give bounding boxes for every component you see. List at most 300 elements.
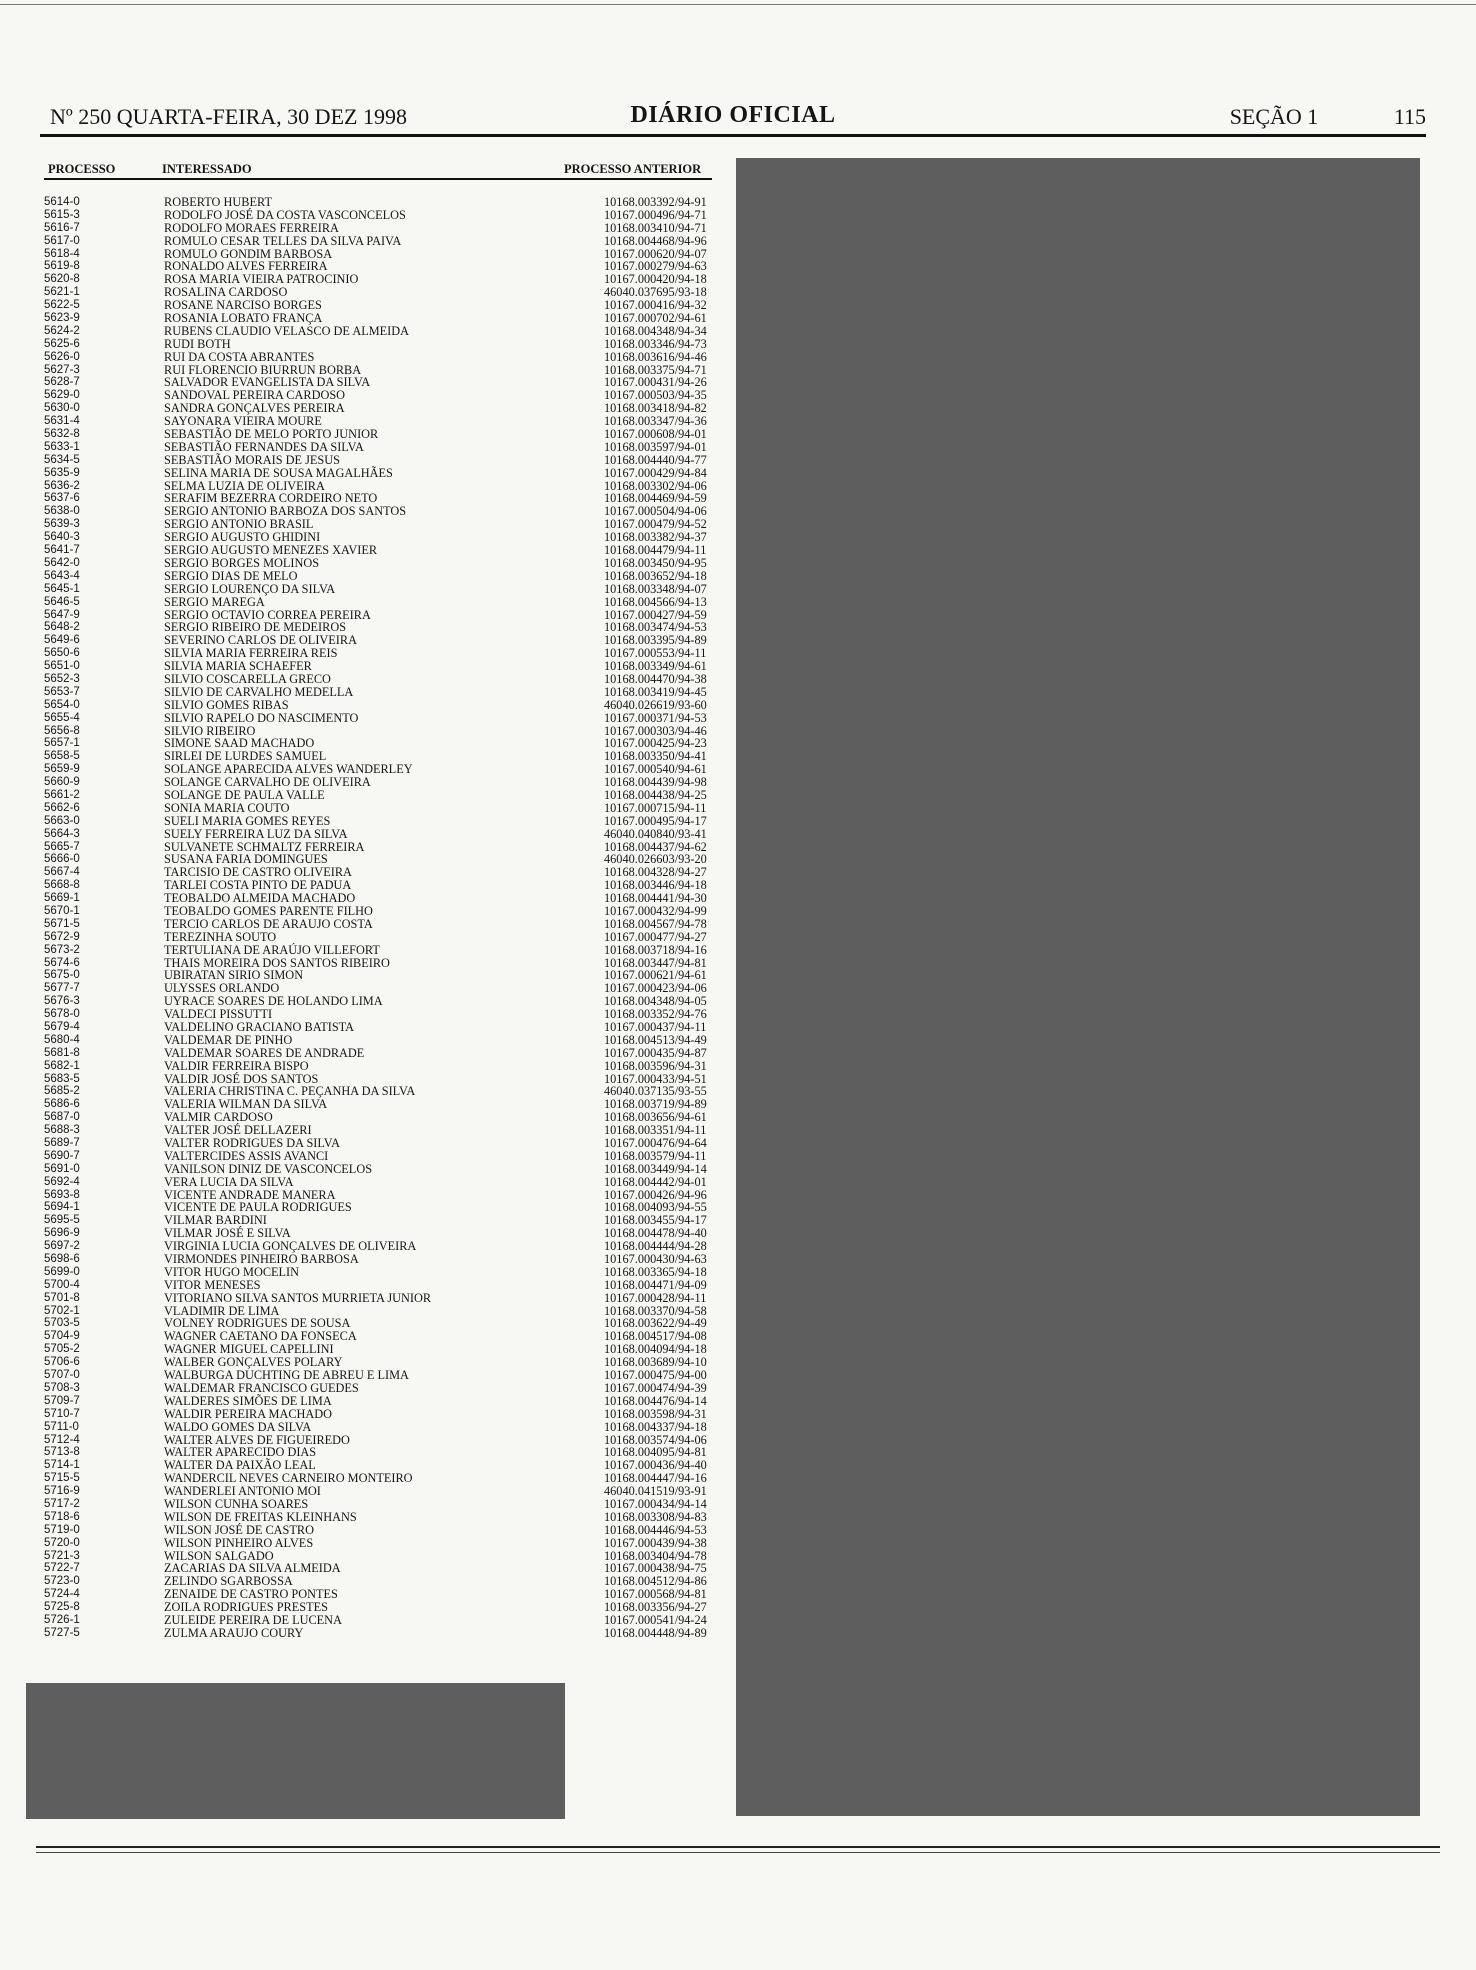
processo-anterior: 10168.004337/94-18 bbox=[604, 1419, 707, 1434]
interessado-name: SERGIO LOURENÇO DA SILVA bbox=[164, 581, 336, 596]
processo-anterior: 10167.000715/94-11 bbox=[604, 800, 707, 815]
footer-rule bbox=[36, 1846, 1440, 1848]
processo-anterior: 10167.000541/94-24 bbox=[604, 1612, 707, 1627]
interessado-name: ROBERTO HUBERT bbox=[164, 195, 272, 209]
processo-anterior: 10168.004470/94-38 bbox=[604, 671, 707, 686]
interessado-name: WANDERCIL NEVES CARNEIRO MONTEIRO bbox=[164, 1471, 413, 1486]
table-row bbox=[44, 1150, 712, 1163]
interessado-name: SILVIO RIBEIRO bbox=[164, 723, 256, 738]
processo-anterior: 10168.004567/94-78 bbox=[604, 916, 707, 931]
interessado-name: ROSANIA LOBATO FRANÇA bbox=[164, 311, 323, 326]
processo-number: 5628-7 bbox=[44, 376, 80, 389]
processo-number: 5614-0 bbox=[44, 196, 80, 208]
processo-anterior: 46040.026603/93-20 bbox=[604, 852, 707, 867]
interessado-name: RUI DA COSTA ABRANTES bbox=[164, 349, 315, 364]
processo-anterior: 10168.003449/94-14 bbox=[604, 1161, 707, 1176]
interessado-name: SIMONE SAAD MACHADO bbox=[164, 736, 315, 751]
processo-number: 5661-2 bbox=[44, 788, 80, 801]
processo-anterior: 10167.000495/94-17 bbox=[604, 813, 707, 828]
processo-number: 5626-0 bbox=[44, 350, 80, 363]
processo-number: 5667-4 bbox=[44, 866, 80, 879]
interessado-name: SILVIO DE CARVALHO MEDELLA bbox=[164, 684, 354, 699]
processo-anterior: 46040.041519/93-91 bbox=[604, 1484, 707, 1499]
interessado-name: SAYONARA VIEIRA MOURE bbox=[164, 414, 322, 429]
processo-number: 5723-0 bbox=[44, 1575, 80, 1588]
processo-number: 5636-2 bbox=[44, 479, 80, 492]
interessado-name: ZELINDO SGARBOSSA bbox=[164, 1574, 293, 1589]
interessado-name: SERGIO AUGUSTO GHIDINI bbox=[164, 530, 321, 545]
interessado-name: SERGIO RIBEIRO DE MEDEIROS bbox=[164, 620, 347, 635]
processo-anterior: 10168.004447/94-16 bbox=[604, 1471, 707, 1486]
processo-anterior: 10167.000503/94-35 bbox=[604, 388, 707, 403]
processo-number: 5654-0 bbox=[44, 698, 80, 711]
interessado-name: VALTER RODRIGUES DA SILVA bbox=[164, 1136, 340, 1151]
top-edge-rule bbox=[0, 4, 1476, 5]
processo-number: 5674-6 bbox=[44, 956, 80, 969]
processo-number: 5647-9 bbox=[44, 608, 80, 621]
interessado-name: SILVIO COSCARELLA GRECO bbox=[164, 671, 331, 686]
processo-number: 5641-7 bbox=[44, 544, 80, 557]
processo-anterior: 10167.000425/94-23 bbox=[604, 736, 707, 751]
interessado-name: SANDRA GONÇALVES PEREIRA bbox=[164, 401, 345, 416]
processo-number: 5714-1 bbox=[44, 1459, 80, 1472]
processo-number: 5693-8 bbox=[44, 1188, 80, 1201]
processo-number: 5713-8 bbox=[44, 1446, 80, 1459]
interessado-name: SILVIA MARIA SCHAEFER bbox=[164, 659, 312, 674]
processo-number: 5615-3 bbox=[44, 208, 80, 221]
processo-number: 5664-3 bbox=[44, 827, 80, 840]
processo-number: 5621-1 bbox=[44, 286, 80, 299]
processo-number: 5690-7 bbox=[44, 1149, 80, 1162]
interessado-name: WILSON SALGADO bbox=[164, 1548, 274, 1563]
interessado-name: SOLANGE DE PAULA VALLE bbox=[164, 787, 325, 802]
processo-anterior: 10168.004517/94-08 bbox=[604, 1329, 707, 1344]
processo-number: 5623-9 bbox=[44, 312, 80, 325]
processo-number: 5710-7 bbox=[44, 1407, 80, 1420]
processo-number: 5694-1 bbox=[44, 1201, 80, 1214]
processo-anterior: 10167.000437/94-11 bbox=[604, 1020, 707, 1034]
processo-anterior: 10168.003598/94-31 bbox=[604, 1406, 707, 1421]
page-header bbox=[40, 102, 1426, 136]
processo-number: 5631-4 bbox=[44, 415, 80, 428]
processo-anterior: 10168.004441/94-30 bbox=[604, 891, 707, 906]
interessado-name: SOLANGE APARECIDA ALVES WANDERLEY bbox=[164, 762, 413, 777]
processo-number: 5726-1 bbox=[44, 1613, 80, 1626]
processo-anterior: 10167.000435/94-87 bbox=[604, 1045, 707, 1060]
processo-anterior: 10167.000420/94-18 bbox=[604, 272, 707, 287]
processo-anterior: 10168.003616/94-46 bbox=[604, 349, 707, 364]
processo-number: 5618-4 bbox=[44, 247, 80, 260]
processo-number: 5657-1 bbox=[44, 737, 80, 750]
processo-anterior: 10168.004446/94-53 bbox=[604, 1522, 707, 1537]
interessado-name: VALERIA WILMAN DA SILVA bbox=[164, 1097, 328, 1112]
interessado-name: TEOBALDO ALMEIDA MACHADO bbox=[164, 891, 356, 906]
processo-anterior: 10168.003410/94-71 bbox=[604, 220, 707, 235]
table-row bbox=[44, 338, 712, 351]
table-row bbox=[44, 1511, 712, 1524]
interessado-name: SERGIO ANTONIO BARBOZA DOS SANTOS bbox=[164, 504, 407, 519]
processo-number: 5643-4 bbox=[44, 569, 80, 582]
interessado-name: VOLNEY RODRIGUES DE SOUSA bbox=[164, 1316, 351, 1331]
interessado-name: ROMULO CESAR TELLES DA SILVA PAIVA bbox=[164, 233, 402, 248]
processo-anterior: 10167.000429/94-84 bbox=[604, 465, 707, 480]
processo-number: 5656-8 bbox=[44, 724, 80, 737]
processo-number: 5705-2 bbox=[44, 1343, 80, 1356]
table-row bbox=[44, 209, 712, 222]
processo-anterior: 10168.003346/94-73 bbox=[604, 336, 707, 351]
processo-anterior: 10167.000426/94-96 bbox=[604, 1187, 707, 1202]
interessado-name: ZENAIDE DE CASTRO PONTES bbox=[164, 1587, 338, 1602]
processo-number: 5699-0 bbox=[44, 1265, 80, 1278]
processo-number: 5686-6 bbox=[44, 1098, 80, 1111]
processo-anterior: 10168.003404/94-78 bbox=[604, 1548, 707, 1563]
interessado-name: WALDERES SIMÕES DE LIMA bbox=[164, 1393, 332, 1408]
processo-number: 5652-3 bbox=[44, 672, 80, 685]
processo-anterior: 10167.000479/94-52 bbox=[604, 517, 707, 532]
processo-anterior: 10168.004469/94-59 bbox=[604, 491, 707, 506]
processo-number: 5646-5 bbox=[44, 595, 80, 608]
processo-number: 5685-2 bbox=[44, 1085, 80, 1098]
interessado-name: VICENTE DE PAULA RODRIGUES bbox=[164, 1200, 352, 1215]
processo-number: 5695-5 bbox=[44, 1214, 80, 1227]
processo-number: 5649-6 bbox=[44, 634, 80, 647]
table-row bbox=[44, 1034, 712, 1047]
table-row bbox=[44, 467, 712, 480]
interessado-name: SIRLEI DE LURDES SAMUEL bbox=[164, 749, 327, 764]
interessado-name: WALDO GOMES DA SILVA bbox=[164, 1419, 312, 1434]
processo-number: 5706-6 bbox=[44, 1356, 80, 1369]
processo-number: 5627-3 bbox=[44, 363, 80, 376]
processo-anterior: 10168.003474/94-53 bbox=[604, 620, 707, 635]
processo-anterior: 10168.004513/94-49 bbox=[604, 1032, 707, 1047]
interessado-name: VITOR MENESES bbox=[164, 1277, 261, 1292]
processo-anterior: 10167.000474/94-39 bbox=[604, 1380, 707, 1395]
interessado-name: VICENTE ANDRADE MANERA bbox=[164, 1187, 336, 1202]
processo-anterior: 10168.004566/94-13 bbox=[604, 594, 707, 609]
interessado-name: VALTER JOSÉ DELLAZERI bbox=[164, 1123, 312, 1138]
processo-number: 5678-0 bbox=[44, 1008, 80, 1021]
interessado-name: UBIRATAN SIRIO SIMON bbox=[164, 968, 304, 983]
table-row bbox=[44, 1021, 712, 1034]
interessado-name: ZULEIDE PEREIRA DE LUCENA bbox=[164, 1612, 342, 1627]
processo-anterior: 10168.004440/94-77 bbox=[604, 452, 707, 467]
processo-anterior: 10168.003349/94-61 bbox=[604, 659, 707, 674]
processo-number: 5662-6 bbox=[44, 801, 80, 814]
processo-anterior: 10168.003350/94-41 bbox=[604, 749, 707, 764]
processo-anterior: 10167.000433/94-51 bbox=[604, 1071, 707, 1086]
processo-number: 5700-4 bbox=[44, 1278, 80, 1291]
processo-anterior: 10167.000621/94-61 bbox=[604, 968, 707, 983]
interessado-name: VALDIR FERREIRA BISPO bbox=[164, 1058, 309, 1073]
processo-anterior: 10168.004095/94-81 bbox=[604, 1445, 707, 1460]
processo-anterior: 10168.003382/94-37 bbox=[604, 530, 707, 545]
table-row bbox=[44, 905, 712, 918]
interessado-name: WALBURGA DUCHTING DE ABREU E LIMA bbox=[164, 1368, 409, 1383]
processo-anterior: 10167.000496/94-71 bbox=[604, 207, 707, 222]
processo-number: 5622-5 bbox=[44, 299, 80, 312]
table-row bbox=[44, 712, 712, 725]
processo-number: 5659-9 bbox=[44, 763, 80, 776]
processo-anterior: 10167.000303/94-46 bbox=[604, 723, 707, 738]
table-header bbox=[44, 162, 712, 184]
processo-anterior: 10167.000475/94-00 bbox=[604, 1368, 707, 1383]
processo-number: 5671-5 bbox=[44, 917, 80, 930]
interessado-name: SANDOVAL PEREIRA CARDOSO bbox=[164, 388, 346, 403]
processo-anterior: 10168.004348/94-05 bbox=[604, 994, 707, 1009]
interessado-name: WILSON PINHEIRO ALVES bbox=[164, 1535, 314, 1550]
processo-anterior: 10168.004478/94-40 bbox=[604, 1226, 707, 1241]
processo-number: 5683-5 bbox=[44, 1072, 80, 1085]
interessado-name: THAIS MOREIRA DOS SANTOS RIBEIRO bbox=[164, 955, 390, 970]
issue-line: Nº 250 QUARTA-FEIRA, 30 DEZ 1998 bbox=[50, 104, 407, 129]
interessado-name: TEREZINHA SOUTO bbox=[164, 929, 277, 944]
processo-anterior: 10168.003348/94-07 bbox=[604, 581, 707, 596]
processo-number: 5716-9 bbox=[44, 1485, 80, 1498]
table-row bbox=[44, 944, 712, 957]
processo-anterior: 10168.003622/94-49 bbox=[604, 1316, 707, 1331]
processo-number: 5642-0 bbox=[44, 556, 80, 569]
interessado-name: SUELY FERREIRA LUZ DA SILVA bbox=[164, 826, 348, 841]
processo-number: 5697-2 bbox=[44, 1240, 80, 1253]
table-row bbox=[44, 544, 712, 557]
processo-number: 5673-2 bbox=[44, 943, 80, 956]
table-row bbox=[44, 1292, 712, 1305]
interessado-name: VILMAR BARDINI bbox=[164, 1213, 267, 1228]
page-number: 115 bbox=[1393, 104, 1426, 129]
table-row bbox=[44, 1421, 712, 1434]
processo-anterior: 10168.003419/94-45 bbox=[604, 684, 707, 699]
table-row bbox=[44, 1266, 712, 1279]
table-row bbox=[44, 1279, 712, 1292]
processo-anterior: 10168.004094/94-18 bbox=[604, 1342, 707, 1357]
interessado-name: VIRGINIA LUCIA GONÇALVES DE OLIVEIRA bbox=[164, 1239, 417, 1254]
interessado-name: SONIA MARIA COUTO bbox=[164, 800, 290, 815]
processo-anterior: 10168.003689/94-10 bbox=[604, 1355, 707, 1370]
processo-number: 5675-0 bbox=[44, 969, 80, 982]
processo-number: 5722-7 bbox=[44, 1562, 80, 1575]
processo-number: 5688-3 bbox=[44, 1124, 80, 1137]
interessado-name: WILSON CUNHA SOARES bbox=[164, 1496, 309, 1511]
table-row bbox=[44, 596, 712, 609]
processo-anterior: 10167.000416/94-32 bbox=[604, 298, 707, 313]
interessado-name: ZOILA RODRIGUES PRESTES bbox=[164, 1600, 328, 1615]
interessado-name: SERAFIM BEZERRA CORDEIRO NETO bbox=[164, 491, 378, 506]
redacted-bottom-block bbox=[26, 1683, 565, 1819]
interessado-name: VALDECI PISSUTTI bbox=[164, 1007, 273, 1022]
processo-anterior: 10168.004479/94-11 bbox=[604, 543, 707, 558]
processo-number: 5648-2 bbox=[44, 621, 80, 634]
processo-anterior: 10168.003375/94-71 bbox=[604, 362, 707, 377]
table-row bbox=[44, 1047, 712, 1060]
table-row bbox=[44, 557, 712, 570]
processo-number: 5634-5 bbox=[44, 453, 80, 466]
processo-number: 5640-3 bbox=[44, 531, 80, 544]
processo-number: 5633-1 bbox=[44, 440, 80, 453]
interessado-name: TEOBALDO GOMES PARENTE FILHO bbox=[164, 903, 373, 918]
table-row bbox=[44, 428, 712, 441]
processo-anterior: 10168.003656/94-61 bbox=[604, 1110, 707, 1125]
processo-number: 5727-5 bbox=[44, 1626, 80, 1639]
footer-rule-thin bbox=[36, 1852, 1440, 1853]
interessado-name: ROSA MARIA VIEIRA PATROCINIO bbox=[164, 272, 359, 287]
processo-number: 5668-8 bbox=[44, 879, 80, 892]
processo-anterior: 10168.004439/94-98 bbox=[604, 775, 707, 790]
interessado-name: SELINA MARIA DE SOUSA MAGALHÃES bbox=[164, 465, 393, 480]
processo-number: 5617-0 bbox=[44, 234, 80, 247]
processo-anterior: 10168.003356/94-27 bbox=[604, 1600, 707, 1615]
processo-number: 5707-0 bbox=[44, 1369, 80, 1382]
interessado-name: SEBASTIÃO DE MELO PORTO JUNIOR bbox=[164, 427, 379, 442]
interessado-name: VITORIANO SILVA SANTOS MURRIETA JUNIOR bbox=[164, 1290, 432, 1305]
col-processo: PROCESSO bbox=[48, 162, 116, 176]
table-row bbox=[44, 1382, 712, 1395]
processo-number: 5703-5 bbox=[44, 1317, 80, 1330]
processo-number: 5666-0 bbox=[44, 853, 80, 866]
interessado-name: SELMA LUZIA DE OLIVEIRA bbox=[164, 478, 325, 493]
interessado-name: SILVIO GOMES RIBAS bbox=[164, 697, 289, 712]
table-row bbox=[44, 1395, 712, 1408]
processo-number: 5620-8 bbox=[44, 273, 80, 286]
interessado-name: SERGIO OCTAVIO CORREA PEREIRA bbox=[164, 607, 371, 622]
interessado-name: RUI FLORENCIO BIURRUN BORBA bbox=[164, 362, 362, 377]
processo-number: 5650-6 bbox=[44, 647, 80, 660]
interessado-name: SERGIO BORGES MOLINOS bbox=[164, 555, 320, 570]
processo-anterior: 10168.003450/94-95 bbox=[604, 555, 707, 570]
processo-anterior: 10167.000439/94-38 bbox=[604, 1535, 707, 1550]
interessado-name: VALDEMAR DE PINHO bbox=[164, 1032, 293, 1047]
processo-number: 5637-6 bbox=[44, 492, 80, 505]
interessado-name: VALERIA CHRISTINA C. PEÇANHA DA SILVA bbox=[164, 1084, 416, 1099]
interessado-name: ROMULO GONDIM BARBOSA bbox=[164, 246, 333, 261]
processo-anterior: 10167.000431/94-26 bbox=[604, 375, 707, 390]
interessado-name: VALTERCIDES ASSIS AVANCI bbox=[164, 1148, 329, 1163]
processo-anterior: 10168.004442/94-01 bbox=[604, 1174, 707, 1189]
table-row bbox=[44, 931, 712, 944]
processo-anterior: 10167.000540/94-61 bbox=[604, 762, 707, 777]
processo-anterior: 10168.003597/94-01 bbox=[604, 439, 707, 454]
processo-anterior: 10167.000436/94-40 bbox=[604, 1458, 707, 1473]
processo-number: 5635-9 bbox=[44, 466, 80, 479]
interessado-name: WILSON DE FREITAS KLEINHANS bbox=[164, 1509, 357, 1524]
processo-anterior: 10167.000371/94-53 bbox=[604, 710, 707, 725]
section-label: SEÇÃO 1 bbox=[1229, 104, 1319, 129]
processo-number: 5616-7 bbox=[44, 221, 80, 234]
interessado-name: WAGNER CAETANO DA FONSECA bbox=[164, 1329, 357, 1344]
table-row bbox=[44, 325, 712, 338]
processo-number: 5720-0 bbox=[44, 1536, 80, 1549]
interessado-name: WAGNER MIGUEL CAPELLINI bbox=[164, 1342, 334, 1357]
processo-anterior: 10167.000702/94-61 bbox=[604, 311, 707, 326]
processo-anterior: 10167.000434/94-14 bbox=[604, 1496, 707, 1511]
processo-anterior: 10168.004444/94-28 bbox=[604, 1239, 707, 1254]
processo-number: 5676-3 bbox=[44, 995, 80, 1008]
processo-number: 5698-6 bbox=[44, 1253, 80, 1266]
interessado-name: WALTER DA PAIXÃO LEAL bbox=[164, 1458, 316, 1473]
processo-number: 5711-0 bbox=[44, 1420, 79, 1433]
processo-anterior: 10168.003652/94-18 bbox=[604, 568, 707, 583]
interessado-name: SILVIO RAPELO DO NASCIMENTO bbox=[164, 710, 359, 725]
table-row bbox=[44, 699, 712, 712]
processo-number: 5629-0 bbox=[44, 389, 80, 402]
processo-number: 5704-9 bbox=[44, 1330, 80, 1343]
processo-anterior: 10168.003347/94-36 bbox=[604, 414, 707, 429]
processo-number: 5702-1 bbox=[44, 1304, 80, 1317]
processo-anterior: 10167.000476/94-64 bbox=[604, 1136, 707, 1151]
interessado-name: WALTER APARECIDO DIAS bbox=[164, 1445, 317, 1460]
processo-number: 5665-7 bbox=[44, 840, 80, 853]
table-row bbox=[44, 1524, 712, 1537]
interessado-name: TERTULIANA DE ARAÚJO VILLEFORT bbox=[164, 942, 380, 957]
processo-anterior: 10167.000427/94-59 bbox=[604, 607, 707, 622]
process-list bbox=[44, 196, 712, 1640]
processo-anterior: 10167.000279/94-63 bbox=[604, 259, 707, 274]
processo-number: 5701-8 bbox=[44, 1291, 80, 1304]
processo-number: 5669-1 bbox=[44, 892, 80, 905]
processo-anterior: 10168.004476/94-14 bbox=[604, 1393, 707, 1408]
interessado-name: SUSANA FARIA DOMINGUES bbox=[164, 852, 328, 867]
table-row bbox=[44, 789, 712, 802]
processo-number: 5638-0 bbox=[44, 505, 80, 518]
table-row bbox=[44, 441, 712, 454]
processo-anterior: 46040.040840/93-41 bbox=[604, 826, 707, 841]
processo-number: 5719-0 bbox=[44, 1523, 80, 1536]
interessado-name: VIRMONDES PINHEIRO BARBOSA bbox=[164, 1252, 359, 1267]
processo-number: 5718-6 bbox=[44, 1510, 80, 1523]
table-row bbox=[44, 1537, 712, 1550]
interessado-name: SUELI MARIA GOMES REYES bbox=[164, 813, 331, 828]
interessado-name: WALBER GONÇALVES POLARY bbox=[164, 1355, 343, 1370]
table-row bbox=[44, 686, 712, 699]
processo-number: 5680-4 bbox=[44, 1033, 80, 1046]
interessado-name: VALMIR CARDOSO bbox=[164, 1110, 273, 1125]
interessado-name: ROSALINA CARDOSO bbox=[164, 285, 288, 300]
processo-number: 5624-2 bbox=[44, 324, 80, 337]
processo-number: 5708-3 bbox=[44, 1381, 80, 1394]
processo-number: 5660-9 bbox=[44, 776, 80, 789]
processo-anterior: 10167.000620/94-07 bbox=[604, 246, 707, 261]
processo-number: 5658-5 bbox=[44, 750, 80, 763]
table-row bbox=[44, 570, 712, 583]
interessado-name: SEVERINO CARLOS DE OLIVEIRA bbox=[164, 633, 357, 648]
interessado-name: VALDEMAR SOARES DE ANDRADE bbox=[164, 1045, 365, 1060]
processo-anterior: 10168.004471/94-09 bbox=[604, 1277, 707, 1292]
processo-number: 5679-4 bbox=[44, 1021, 80, 1033]
processo-anterior: 10168.004512/94-86 bbox=[604, 1574, 707, 1589]
table-row bbox=[44, 828, 712, 841]
processo-anterior: 10167.000428/94-11 bbox=[604, 1290, 707, 1305]
interessado-name: VALDIR JOSÉ DOS SANTOS bbox=[164, 1071, 319, 1086]
interessado-name: RODOLFO MORAES FERREIRA bbox=[164, 220, 339, 235]
interessado-name: VLADIMIR DE LIMA bbox=[164, 1303, 280, 1318]
processo-anterior: 10168.004438/94-25 bbox=[604, 787, 707, 802]
interessado-name: SEBASTIÃO MORAIS DE JESUS bbox=[164, 452, 340, 467]
processo-anterior: 10167.000432/94-99 bbox=[604, 903, 707, 918]
processo-number: 5645-1 bbox=[44, 582, 80, 595]
processo-number: 5625-6 bbox=[44, 337, 80, 350]
processo-anterior: 10168.003302/94-06 bbox=[604, 478, 707, 493]
section-and-page bbox=[1160, 104, 1426, 130]
interessado-name: ZULMA ARAUJO COURY bbox=[164, 1625, 304, 1640]
interessado-name: SULVANETE SCHMALTZ FERREIRA bbox=[164, 839, 365, 854]
interessado-name: VITOR HUGO MOCELIN bbox=[164, 1264, 300, 1279]
processo-anterior: 46040.026619/93-60 bbox=[604, 697, 707, 712]
newspaper-title: DIÁRIO OFICIAL bbox=[630, 102, 836, 128]
interessado-name: WALDIR PEREIRA MACHADO bbox=[164, 1406, 333, 1421]
processo-number: 5672-9 bbox=[44, 930, 80, 943]
processo-anterior: 10167.000568/94-81 bbox=[604, 1587, 707, 1602]
processo-anterior: 10168.004328/94-27 bbox=[604, 865, 707, 880]
table-row bbox=[44, 1253, 712, 1266]
